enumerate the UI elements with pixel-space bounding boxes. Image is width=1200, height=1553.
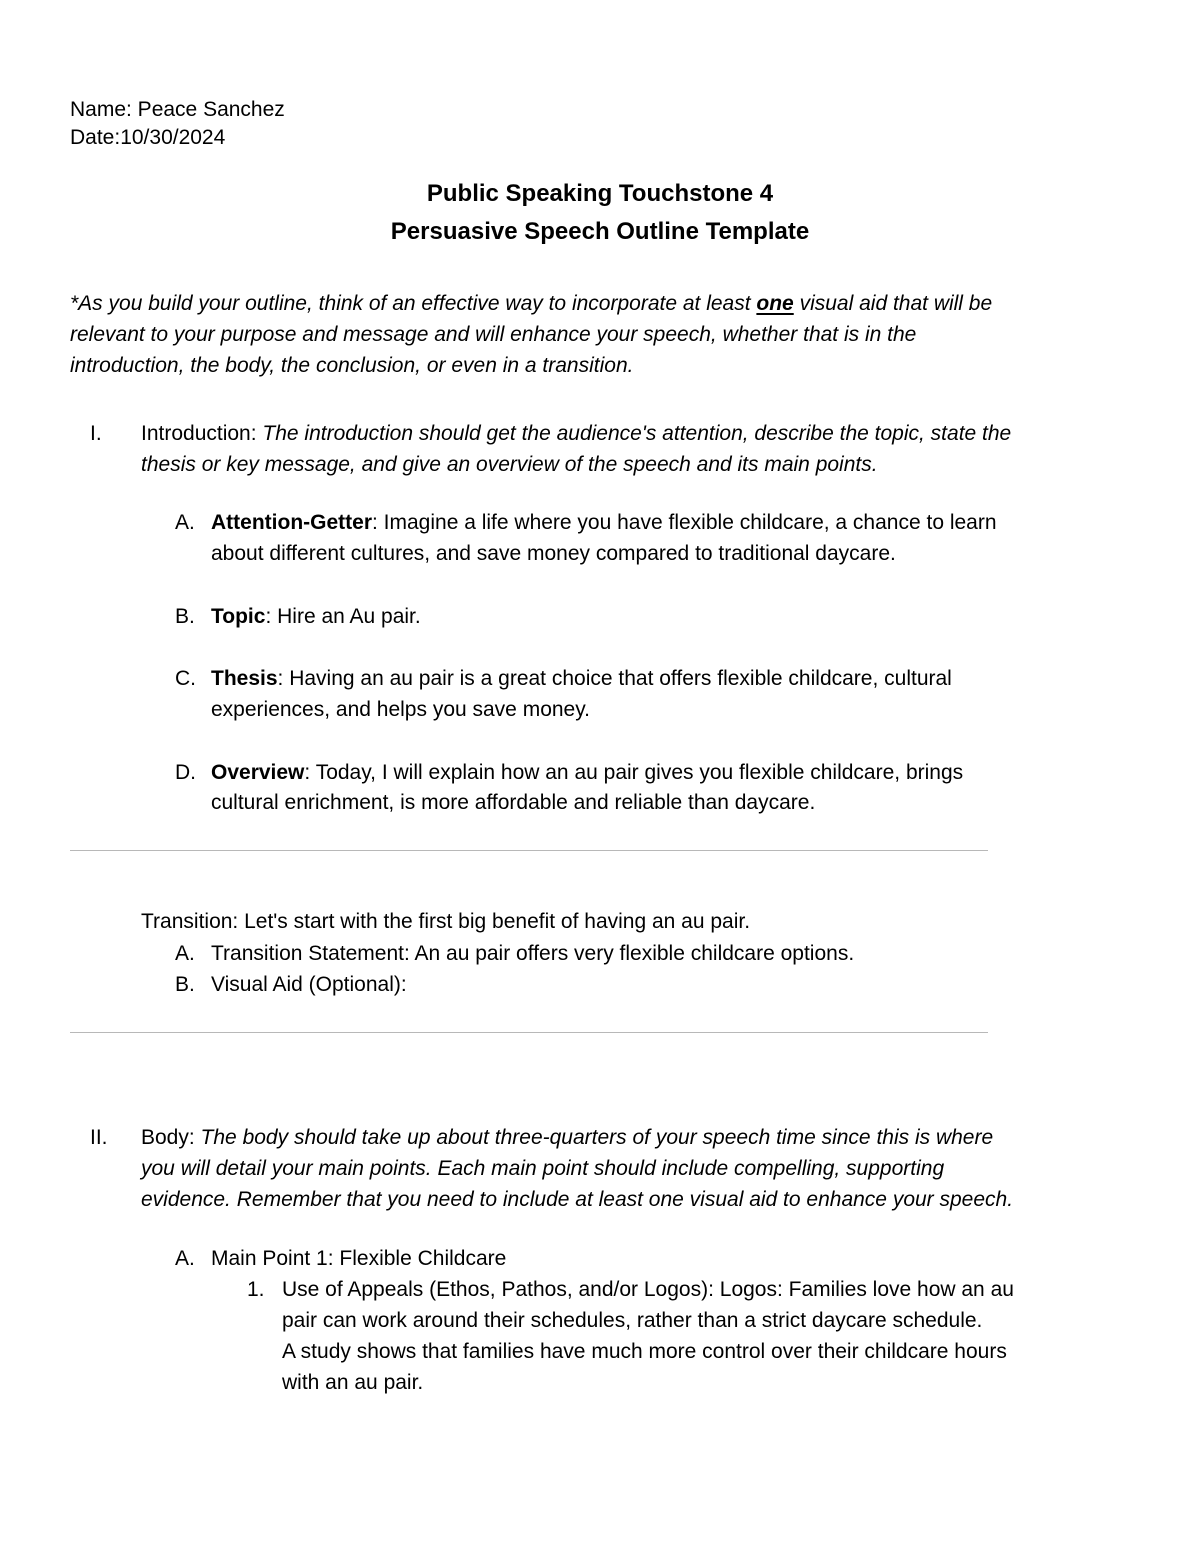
list-letter: B. (175, 973, 195, 996)
transition-heading: Transition: Let's start with the first big benefit of having an au pair. (141, 910, 751, 933)
emphasis-one: one (756, 292, 794, 315)
list-letter: A. (175, 942, 195, 965)
list-number: 1. (247, 1278, 265, 1301)
divider (70, 1032, 988, 1033)
overview-item: Overview: Today, I will explain how an au pair gives you flexible childcare, brings (211, 761, 964, 784)
attention-getter-item: Attention-Getter: Imagine a life where you have flexible childcare, a chance to learn (211, 511, 997, 534)
instruction-note-line2: relevant to your purpose and message and will enhance your speech, whether that is in the (70, 323, 917, 346)
main-point-1: Main Point 1: Flexible Childcare (211, 1247, 507, 1270)
body-heading: Body: The body should take up about three-quarters of your speech time since this is where (141, 1126, 994, 1149)
topic-item: Topic: Hire an Au pair. (211, 605, 421, 628)
thesis-line2: experiences, and helps you save money. (211, 698, 591, 721)
thesis-item: Thesis: Having an au pair is a great choice that offers flexible childcare, cultural (211, 667, 952, 690)
page-subtitle: Persuasive Speech Outline Template (390, 218, 810, 245)
attention-getter-line2: about different cultures, and save money compared to traditional daycare. (211, 542, 896, 565)
list-letter: B. (175, 605, 195, 628)
student-name: Name: Peace Sanchez (70, 98, 285, 121)
list-letter: D. (175, 761, 196, 784)
intro-description-line2: thesis or key message, and give an overview of the speech and its main points. (141, 453, 878, 476)
visual-aid-item: Visual Aid (Optional): (211, 973, 407, 996)
overview-line2: cultural enrichment, is more affordable and reliable than daycare. (211, 791, 816, 814)
body-description-line3: evidence. Remember that you need to include at least one visual aid to enhance your speech. (141, 1188, 1014, 1211)
body-description-line2: you will detail your main points. Each main point should include compelling, supporting (141, 1157, 945, 1180)
instruction-note-line1: *As you build your outline, think of an effective way to incorporate at least one visual aid that will be (70, 292, 993, 315)
appeals-line3: A study shows that families have much more control over their childcare hours (282, 1340, 1007, 1363)
appeals-line2: pair can work around their schedules, rather than a strict daycare schedule. (282, 1309, 983, 1332)
list-letter: A. (175, 511, 195, 534)
transition-statement: Transition Statement: An au pair offers very flexible childcare options. (211, 942, 855, 965)
instruction-note-line3: introduction, the body, the conclusion, or even in a transition. (70, 354, 634, 377)
list-letter: C. (175, 667, 196, 690)
page-title: Public Speaking Touchstone 4 (426, 180, 774, 207)
section-numeral-body: II. (90, 1126, 108, 1149)
intro-heading: Introduction: The introduction should get the audience's attention, describe the topic, state the (141, 422, 1012, 445)
submission-date: Date:10/30/2024 (70, 126, 226, 149)
list-letter: A. (175, 1247, 195, 1270)
divider (70, 850, 988, 851)
appeals-line1: Use of Appeals (Ethos, Pathos, and/or Logos): Logos: Families love how an au (282, 1278, 1014, 1301)
section-numeral-intro: I. (90, 422, 102, 445)
appeals-line4: with an au pair. (282, 1371, 424, 1394)
